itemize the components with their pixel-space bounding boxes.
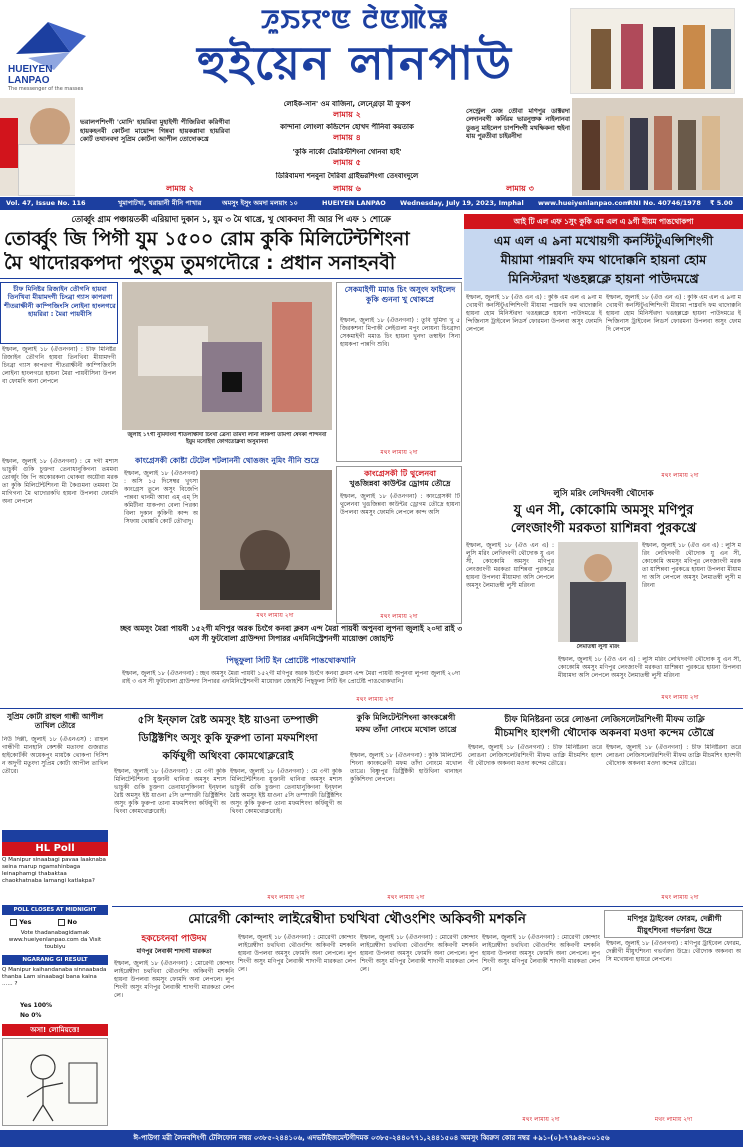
dateline-date: Wednesday, July 19, 2023, Imphal — [400, 199, 524, 207]
protest-ref[interactable]: মথং লামায় ২দা — [356, 696, 394, 703]
teaser-mid3-ref[interactable]: লামায় ৫ — [333, 158, 361, 167]
tribal-headline-1: মণিপুর ট্রাইবেল ফোরম, দেল্লীগী — [627, 914, 722, 923]
dateline-bar — [0, 197, 743, 210]
tribal-headline-box — [604, 910, 743, 938]
bottom-lead-subheading: হকচেংনবা পাউদম — [141, 934, 207, 944]
cartoon-figure-icon — [3, 1039, 107, 1125]
nsa-ref[interactable]: মথং লামায় ২দা — [661, 472, 699, 479]
poll-closes: POLL CLOSES AT MIDNIGHT — [2, 905, 108, 915]
lead-photo-caption: জুলাই ১৭গী নুমিদাংদা শীতলাক্ষীদা চিংখা ত্রেসা তামদা লানা লাকপা তামপা ষেদকা পান্দনবা ইয়ুম মসোইদা ফোগতোক্লবা অসুমানবা — [127, 432, 327, 445]
rahul-body: নিউ দিল্লী, জুলাই ১৮ (ঐএনএস) : রাহুল গান্ধীগী মানহানি কেশকী মতাংদা গুজরাত হাইকোর্টকী অয়েকপুং মায়কৈ থোকপা দিসিশন অদুগী মতুংদা সুপ্রিম কোর্টা আপীল তাখিল তৌরে। — [2, 736, 108, 775]
india-headline-2: ডিষ্ট্রিক্টশিং অসুং কুকি ফুরুপা তানা মফমশিংদা — [138, 733, 318, 744]
congress-right-headline: খুঙজিন্নবা কাউন্টর ড্রোগম তৌদ্রে — [349, 479, 451, 488]
protest-body: ইম্ফাল, জুলাই ১৮ (ঐওনগনা) : চ্ছব অমসুং মৈরা পায়বী ১৫২গী মণিপুর অরক চিংগৈ কনবা ক্লবস এন্দ মৈরা পায়বী অপুনবা লুপনা জুলাই ২০দা রাই ৩ এস সী ফুটবোলা গ্রাউন্দদা সিপারর এদমিনিস্ট্রেশনগী মায়োক্তা জোহন্টি পিছ্ফুলা সিটি ইন প্রোটেষ্ট পাঙথোকখানি। — [122, 670, 460, 685]
poll-result-no: No 0% — [20, 1012, 42, 1019]
un-kicker: লুসি মরিং লেখিদবগী থৌদোক — [553, 488, 654, 498]
cartoon-heading: অসা! লোমিয়ত্তে! — [2, 1024, 108, 1036]
dateline-price: ₹ 5.00 — [710, 199, 733, 207]
poll-no-option[interactable] — [58, 918, 98, 928]
congress-right-kicker: কাংগ্রেসকী টি থুলেনবা — [364, 469, 436, 478]
fire-photo — [200, 470, 332, 610]
protest-headline: চ্ছব অমসুং মৈরা পায়বী ১৫২গী মণিপুর অরক চিংগৈ কনবা ক্লবস এন্দ মৈরা পায়বী অপুনবা লুপনা জুলাই ২০দা রাই ৩ এস সী ফুটবোলা গ্রাউন্দদা সিপারর এদমিনিস্ট্রেশনগী মায়োক্তা জোহন্টি — [120, 624, 462, 643]
poll-no-label: No — [67, 918, 77, 926]
protest-sub: পিছ্ফুলা সিটি ইন প্রোটেষ্ট পাঙথোকখানি — [226, 656, 356, 665]
left-box — [0, 282, 118, 344]
lead-photo — [122, 282, 332, 430]
un-body-col2: ইম্ফাল, জুলাই ১৮ (ঐও এন এ) : লুসি মরিং লেখিদবগী থৌদোক যু এন সী, কোকোমি অমসুং মণিপুর লেংজাংগী মরকতা য়াশিন্নবা পুরকখ্রে হায়না উপলবা মীয়ামদা অসি লেপলে অমসুং লৈমাতম্বী লুসী মরিংনা — [642, 542, 741, 589]
india-ref[interactable]: মথং লামায় ২দা — [267, 894, 305, 901]
un-headline-2: লেংজাংগী মরকতা য়াশিন্নবা পুরকখ্রে — [510, 521, 697, 536]
india-body-col2: ইম্ফাল, জুলাই ১৮ (ঐওনগনা) : মে ৩গী কুকি মিলিটেন্টশিংনা য়ুক্তানী থানিবা অমসুং মশাসভাচুকী গুকি চুক্তগা তেনাধানুকিগনা ইন্ফাল রৈষ্ট অমসুং ইষ্ট য়াওনা ৫সি তম্পাক্তী ডিষ্ট্রিক্টশিং অসুং কুকি ফুরুপা তানা মফমশিংদা কর্ফিয়ুগী অথিংবা কোমথোক্লরোই। — [230, 768, 342, 815]
dateline-paper: HUEIYEN LANPAO — [322, 199, 386, 207]
poll-result-heading: NGARANG GI RESULT — [2, 955, 108, 965]
nsa-body-col1: ইম্ফাল, জুলাই ১৮ (ঐও এন এ) : কুকি এম এল এ ৯না মখোয়গী কনস্টিটুএন্সিশিংগী মীয়ামা পাম্নবদি ফম থাদোক্কনি হায়না হোম মিনিস্টরদা খঙহল্লক্লে হায়না পাউদমখ্রে ইন্দিজিনাস ট্রাইবেল লিডর্স ফোরমনা উপলবা অসুং ফোমদি লেপলে — [466, 294, 602, 333]
teaser-mid3: 'কুকি নার্কো টেররিস্টশিংনা থোনবা হাই' — [292, 148, 402, 156]
cm-headline-1: চীফ মিনিষ্টরনা তরে লোঙনা লেজিসলেটরশিংগী মীফম তাক্লি — [504, 714, 705, 724]
congress-right-body: ইম্ফাল, জুলাই ১৮ (ঐওনগনা) : কাংগ্রেসকী টি থুলেনবা খুঙজিন্নবা কাউন্টর ড্রোগম তৌদ্রে হায়না উপলবা অমসুং ফোমদি লেপলে কান্দ অসি — [340, 493, 460, 516]
kangpokpi-headline-1: কুকি মিলিটেন্টশিংনা কাংকপ্পেগী — [356, 713, 456, 722]
nsa-headline-2: মীয়ামা পাম্নবদি ফম থাদোক্কনি হায়না হোম — [500, 252, 707, 267]
dateline-place: খুমাপাটখা, থরায়ানী মীনি পাখার — [118, 199, 202, 207]
un-headline-1: যু এন সী, কোকোমি অমসুং মণিপুর — [513, 503, 694, 518]
un-ref[interactable]: মথং লামায় ২দা — [661, 694, 699, 701]
nsa-headline-1: এম এল এ ৯না মখোয়গী কনস্টিটুএন্সিশিংগী — [493, 233, 714, 248]
poll-yes-option[interactable] — [10, 918, 50, 928]
cm-body-col2: ইম্ফাল, জুলাই ১৮ (ঐওনগনা) : চীফ মিনিষ্টরনা তরে লোঙনা লেজিসলেটরশিংগী মীফম তাক্লি মীচমশিং হাংশগী থৌদোক অকনবা মওদা কন্দেম তৌখ্রে। — [606, 744, 741, 767]
poll-result-question: Q Manipur kaihandanaba sinnaabada thanba Lam sinaabagi bana kaina ...... ? — [2, 967, 107, 987]
lead-headline-1: তোর্ব্বুং জি পিগী যুম ১৫০০ রোম কুকি মিলিটেন্টশিংনা — [4, 228, 410, 250]
lead-kicker: তোর্ব্বুং গ্রাম পঞ্চায়তকী এরিয়াদা দুকান ১, যুম ৩ মৈ থাখ্রে, খু থোকবদা সী আর পি এফ ১ শোক্রে — [71, 214, 391, 224]
cartoon — [2, 1038, 108, 1126]
right-teaser-photo — [572, 98, 743, 196]
nsa-headline-3: মিনিস্টরদা খঙহল্লক্লে হায়না পাউদমখ্রে — [508, 271, 699, 286]
masthead-title-meitei: ꯍꯨꯏꯌꯦꯟ ꯂꯥꯟꯄꯥꯎ — [260, 5, 450, 35]
poll-strip — [2, 830, 108, 842]
bottom-lead-sub2: মণিপুর লৈবাকী শাদাগী মারকতা — [136, 948, 212, 955]
congress-left-headline: কাংগ্রেসকী কোষ্টা টেটেল শটলাননী থোঙজং নুমিং নীনি শুদ্রে — [135, 456, 319, 465]
tribal-headline-2: মীয়ুৎশিংনা গভর্ণরদা উদ্ৰে — [637, 926, 712, 935]
congress-right-ref[interactable]: মথং লামায় ২দা — [380, 613, 418, 620]
rahul-headline: সুপ্রিম কোর্টা রাহুল গান্ধী আপীল তাখিল তৌরে — [6, 712, 104, 731]
teaser-mid2-ref[interactable]: লামায় ৪ — [333, 133, 361, 142]
nsa-body-col2: ইম্ফাল, জুলাই ১৮ (ঐও এন এ) : কুকি এম এল এ ৯না মখোয়গী কনস্টিটুএন্সিশিংগী মীয়ামা পাম্নবদি ফম থাদোক্কনি হায়না হোম মিনিস্টরদা খঙহল্লক্লে হায়না পাউদমখ্রে ইন্দিজিনাস ট্রাইবেল লিডর্স ফোরমনা উপলবা অসুং ফোমদি লেপলে — [606, 294, 741, 333]
kangpokpi-body: ইম্ফাল, জুলাই ১৮ (ঐওনগনা) : কুকি মিলিটেন্টশিংনা কাংকপ্পেগী মফম তাঁদা নোংমে মখোল তাখ্রে। বিষ্ণুপুর ডিষ্ট্রিক্টকী হাউথিনা থানাহন কুকিশিংদা লেপলে। — [350, 752, 462, 783]
left-box-headline: চীফ মিনিষ্টর রিজাইন তৌগনি হায়বা তিনখিবা মীয়ামদগী চিংব্রা গ্যাস কাপরগা শীতরাক্ষীনী কাম্পিজিংসি লোইনা হাংলগরে হায়রিরা : মৈরা পায়বীসি — [4, 285, 116, 319]
congress-left-ref[interactable]: মথং লামায় ২দা — [256, 612, 294, 619]
nsa-headline-box — [464, 229, 743, 291]
kangpokpi-headline-2: মফম তাঁদা নোংমে মখোল তাখ্রে — [355, 725, 457, 734]
poll-question: Q Manipur sinaabagi pavaa laaknaba seina marup ngamshinbaga leinaphamgi thabaktaa chaokhatnaba lamangi katlakpa? — [2, 857, 106, 884]
dateline-issue-local: অমসুং ইসুং অমদা মলয়াং ১০ — [222, 199, 298, 207]
bottom-lead-ref[interactable]: মথং লামায় ২দা — [522, 1116, 560, 1123]
teaser-mid2: কান্দানা লোংলা কন্ডিশেন হোখদ পীনিবা কয়তাক — [280, 123, 414, 131]
logo-tagline: The messenger of the masses — [8, 86, 84, 92]
india-headline-box — [112, 712, 344, 766]
un-body-col3: ইম্ফাল, জুলাই ১৮ (ঐও এন এ) : লুসি মরিং লেখিদবগী থৌদোক যু এন সী, কোকোমি অমসুং মণিপুর লেংজাংগী মরকতা য়াশিন্নবা পুরকখ্রে হায়না উপলবা মীয়ামদা অসি লেপলে অমসুং লৈমাতম্বী লুসী মরিংনা — [558, 656, 741, 679]
cm-body-col1: ইম্ফাল, জুলাই ১৮ (ঐওনগনা) : চীফ মিনিষ্টরনা তরে লোঙনা লেজিসলেটরশিংগী মীফম তাক্লি মীচমশিং হাংশগী থৌদোক অকনবা মওদা কন্দেম তৌখ্রে। — [468, 744, 602, 767]
teaser-mid4-ref[interactable]: লামায় ৬ — [333, 184, 361, 193]
lucy-photo-caption: লৈমাতম্বী লুসী মরিং — [576, 644, 620, 650]
poll-yes-label: Yes — [19, 918, 32, 926]
bottom-lead-col3: ইম্ফাল, জুলাই ১৮ (ঐওনগনা) : মোরেগী কোন্দাং লাইরেম্বীদা চথখিবা থৌওংশিং অকিবগী মশকনি হায়না উপলবা অমসুং ফোমদি অনা লেপলে। লুপশিংগী অসুং মণিপুর লৈবাকী শাদাগী মারকতা লেপলে। — [360, 934, 478, 973]
dateline-rni: RNI No. 40746/1978 — [628, 199, 701, 207]
poll-heading: HL Poll — [2, 842, 108, 856]
india-headline-1: ৫সি ইন্ফাল রৈষ্ট অমসুং ইষ্ট য়াওনা তম্পাক্তী — [137, 715, 319, 726]
congress-left-body: ইম্ফাল, জুলাই ১৮ (ঐওনগনা) : অসি ১৫ দিসেম্বর খুৎসা কাংগ্রেস তুলে অসুং বিজেপি পান্নবা থানমী আবা এম্ এম্ সি কমিটীনা যাকপদা বেলা পিরকা বিলা দুকান কুকিগী কান্দ অসিফায় থোঙ্কবি কোর্ট তৌখাদু। — [124, 470, 198, 525]
india-headline-3: কর্ফিয়ুগী অথিংবা কোমথোক্লরোই — [162, 751, 294, 762]
footer-contact-bar: ঈ-পাউগা মরী লৈনবশিংগী টেলিফোন নম্বর ০৩৮৫-২৪৪১০৬, এদভর্টাইজমেন্টগীদমক ০৩৮৫-২৪৪০৭৭১,২৪৪১৫০৪ অমসুং ব্বিরুস কোর নম্বর +৯১-(০)-৭৭৯৪৮০০১৫৬ — [0, 1130, 743, 1147]
teaser-mid1-ref[interactable]: লামায় ২ — [333, 110, 361, 119]
lead-body: ইম্ফাল, জুলাই ১৮ (ঐওনগনা) : মে দগী মশাসভাচুকী গুকি চুক্তগা তেনাধানুকিগনা তমমবা তোর্ব্বুং জি পি অকোরকনা থোকবা অয়ৌবা মরকতা কুকি মিলিটেন্টশিংনা মী কৈগুমনা তমমবা মৈ মাগিগনা মৈ থাদোরকখি হায়না উপলবা ফোমদি অনা লেপলে — [2, 458, 118, 505]
masthead-title-bengali: হুইয়েন লানপাউ — [197, 36, 513, 90]
teaser-middle — [232, 98, 462, 196]
nsa-box-kicker: আই টি এল এফ ১সুং কুকি এম এল এ ৯গী মীয়ম পাঙথোকপা — [464, 214, 743, 229]
lucy-photo — [558, 542, 638, 642]
sekmai-ref[interactable]: মথং লামায় ২দা — [380, 449, 418, 456]
bottom-lead-headline: মোরেগী কোন্দাং লাইরেম্বীদা চথখিবা থৌওংশিং অকিবগী মশকনি — [188, 912, 526, 927]
teaser-right-text: সেন্ট্রেল মেজ তৌবা মণিপুর ডাক্টরদা লেদানবগী কর্নিরম ভারনুক্তক নাইলানবা ডুঙনু মাইলেপ চাপশিংগী মথক্ষিকনা হুইনা যায় পুরতীবা চাইরনীদা — [466, 108, 570, 140]
bottom-lead-col1: ইম্ফাল, জুলাই ১৮ (ঐওনগনা) : মোরেগী কোন্দাং লাইরেম্বীদা চথখিবা থৌওংশিং অকিবগী মশকনি হায়না উপলবা অমসুং ফোমদি অনা লেপলে। লুপশিংগী অসুং মণিপুর লৈবাকী শাদাগী মারকতা লেপলে। — [114, 960, 234, 999]
logo-name: HUEIYEN LANPAO — [8, 64, 53, 86]
poll-no-checkbox-icon[interactable] — [58, 919, 65, 926]
rahul-photo — [0, 98, 75, 196]
bottom-lead-col2: ইম্ফাল, জুলাই ১৮ (ঐওনগনা) : মোরেগী কোন্দাং লাইরেম্বীদা চথখিবা থৌওংশিং অকিবগী মশকনি হায়না উপলবা অমসুং ফোমদি অনা লেপলে। লুপশিংগী অসুং মণিপুর লৈবাকী শাদাগী মারকতা লেপলে। — [238, 934, 356, 973]
un-body-col1: ইম্ফাল, জুলাই ১৮ (ঐও এন এ) : লুসি মরিং লেখিদবগী থৌদোক যু এন সী, কোকোমি অমসুং মণিপুর লেংজাংগী মরকতা য়াশিন্নবা পুরকখ্রে হায়না উপলবা মীয়ামদা অসি লেপলে অমসুং লৈমাতম্বী লুসী মরিংনা — [466, 542, 554, 589]
left-box-body: ইম্ফাল, জুলাই ১৮ (ঐওনগনা) : চীফ মিনিষ্টর রিজাইন তৌগনি হায়বা তিনখিবা মীয়ামদগী চিংব্রা গ্যাস কাপরগা শীতরাক্ষীনী কাম্পিজিংসি লোইনা হাংলগরে হায়না মৈরা পায়বীসিনা উপলবা ফোমদি অনা লেপলে — [2, 346, 116, 385]
teaser-right-ref[interactable]: লামায় ৩ — [506, 184, 534, 193]
sekmai-body: ইম্ফাল, জুলাই ১৮ (ঐওনগনা) : তুবি ঘুমিদা খু ৫ জিরকশনা মিপাকী লেইগুলা মপুং লোয়না চিংব্রাদা সেকমাইগী মমাঙ চিং হায়না খুনদা তম্বাইন সিনা হায়কপা পান্নগি শুবি। — [340, 317, 460, 348]
bottom-lead-col4: ইম্ফাল, জুলাই ১৮ (ঐওনগনা) : মোরেগী কোন্দাং লাইরেম্বীদা চথখিবা থৌওংশিং অকিবগী মশকনি হায়না উপলবা অমসুং ফোমদি অনা লেপলে। লুপশিংগী অসুং মণিপুর লৈবাকী শাদাগী মারকতা লেপলে। — [482, 934, 600, 973]
teaser-left-ref[interactable]: লামায় ২ — [166, 184, 194, 193]
volume-issue: Vol. 47, Issue No. 116 — [6, 199, 86, 207]
kangpokpi-headline — [348, 712, 464, 750]
teaser-left-text: ভরালপশিংগী 'মোদি' হায়রিবা মুহাইগী পীজিরিবা করিগীবা হায়কহনবী কোর্টনা মায়োন্দ গিন্নবা হায়কপ্লাবা হায়রিবা কোর্ট তথানবদা সুপ্রিম কোর্টনা আপীল তোদোকখ্রে — [80, 118, 230, 143]
poll-vote-text[interactable]: Vote thadanabagidamak www.hueiyenlanpao.com da Visit toubiyu — [8, 930, 102, 950]
cm-headline-2: মীচমশিং হাংশগী থৌদোক অকনবা মওদা কন্দেম তৌখ্রে — [494, 728, 715, 739]
cm-ref[interactable]: মথং লামায় ২দা — [661, 894, 699, 901]
kangpokpi-ref[interactable]: মথং লামায় ২দা — [387, 894, 425, 901]
tribal-ref[interactable]: মথং লামায় ২দা — [654, 1116, 693, 1123]
india-body-col1: ইম্ফাল, জুলাই ১৮ (ঐওনগনা) : মে ৩গী কুকি মিলিটেন্টশিংনা য়ুক্তানী থানিবা অমসুং মশাসভাচুকী গুকি চুক্তগা তেনাধানুকিগনা ইন্ফাল রৈষ্ট অমসুং ইষ্ট য়াওনা ৫সি তম্পাক্তী ডিষ্ট্রিক্টশিং অসুং কুকি ফুরুপা তানা মফমশিংদা কর্ফিয়ুগী অথিংবা কোমথোক্লরোই। — [114, 768, 226, 815]
rule — [112, 906, 743, 907]
poll-yes-checkbox-icon[interactable] — [10, 919, 17, 926]
poll-result-yes: Yes 100% — [20, 1002, 53, 1009]
top-right-photo — [570, 8, 735, 94]
tribal-body: ইম্ফাল, জুলাই ১৮ (ঐওনগনা) : মণিপুর ট্রাইবেল ফোরম, দেল্লীগী মীয়ুৎশিংনা গভর্ণরদা উদ্ৰে। থৌদোক অকনবা অসি মখোয়না হায়রে লেপলে। — [606, 940, 741, 963]
sekmai-box — [336, 282, 462, 462]
sekmai-headline: সেকমাইগী মমাঙ চিং অসুংদ ফাইলেদ কুকি গুননা খু থোকপ্রে — [344, 285, 456, 304]
teaser-mid1: লোইক-সান' ওম বাজিনা, লেন্গ্রেড়া মী ফুকপ — [283, 100, 411, 108]
rule — [0, 708, 743, 709]
lead-headline-2: মৈ থাদোরকপদা পুংতুম তুমগদৌরে : প্রধান সনাহনবী — [4, 252, 396, 274]
congress-right-box — [336, 466, 462, 624]
teaser-mid4: ডিরিবামদা শনবুনা দৈরিবা গ্রাইভরশিংগা তেংবাংদুলে — [275, 172, 419, 180]
dateline-web[interactable]: www.hueiyenlanpao.com — [538, 199, 630, 207]
rule — [0, 278, 462, 279]
